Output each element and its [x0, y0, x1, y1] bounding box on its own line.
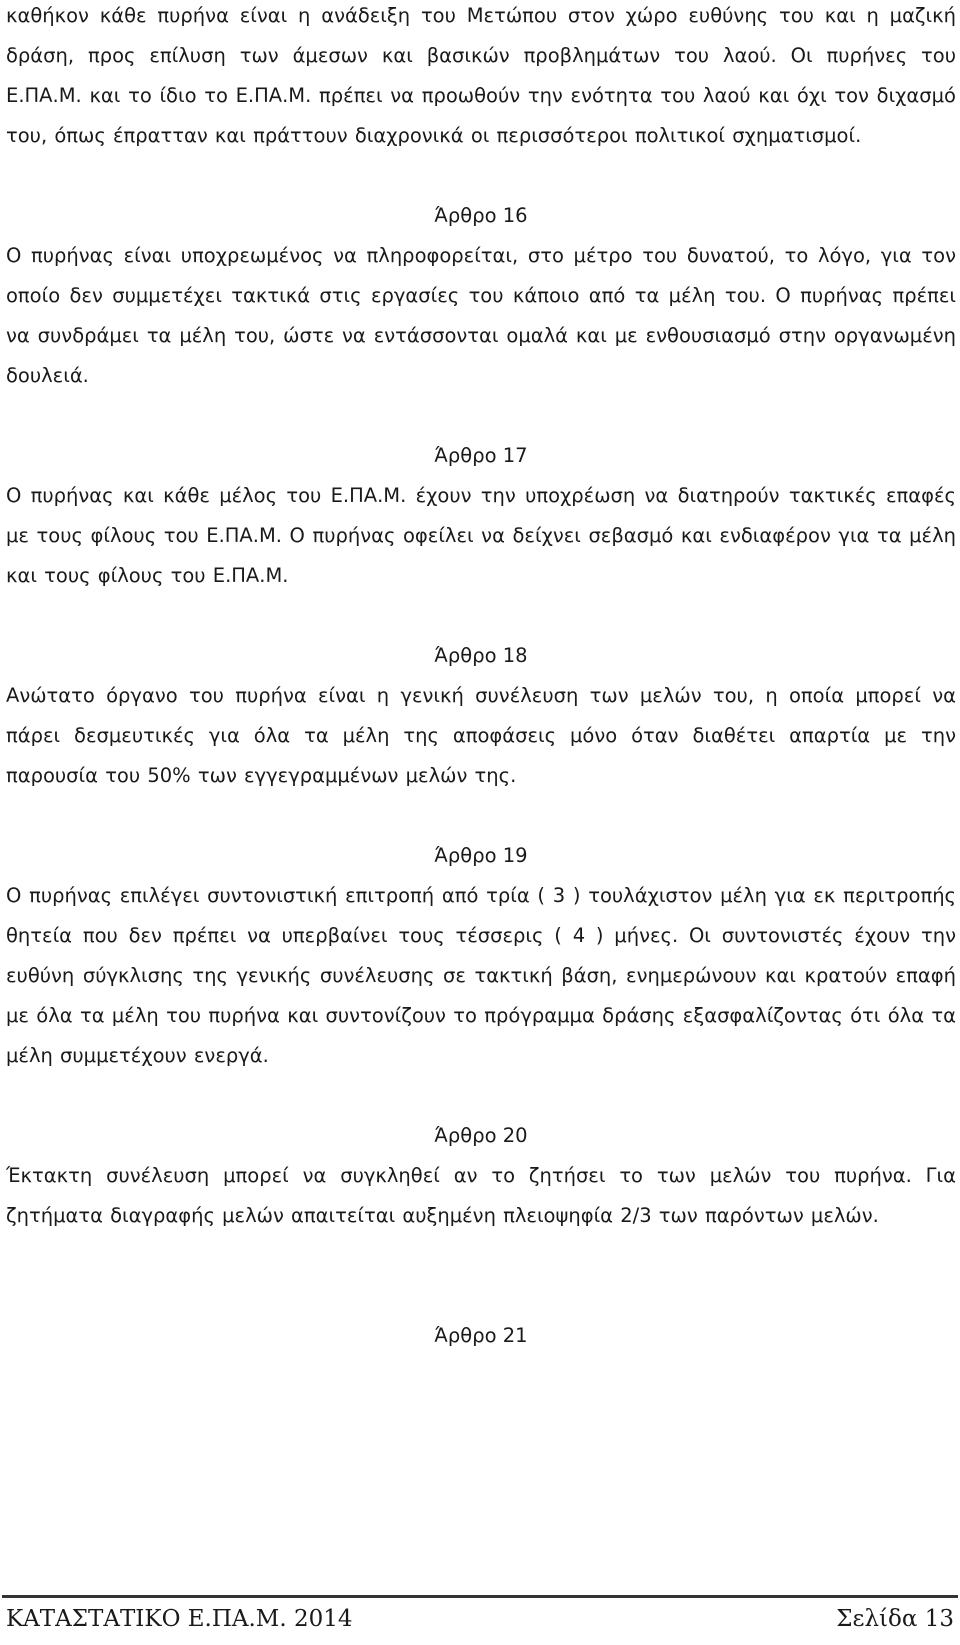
page-footer — [2, 1595, 958, 1636]
article-18-text: Ανώτατο όργανο του πυρήνα είναι η γενική συνέλευση των μελών του, η οποία μπορεί να πάρει δεσμευτικές για όλα τα μέλη της αποφάσεις μόνο όταν διαθέτει απαρτία με την παρουσία του 50% των εγγεγραμμένων μελών της. — [6, 684, 956, 787]
footer-document-title: ΚΑΤΑΣΤΑΤΙΚΟ Ε.ΠΑ.Μ. 2014 — [6, 1606, 353, 1632]
article-17-text: Ο πυρήνας και κάθε μέλος του Ε.ΠΑ.Μ. έχουν την υποχρέωση να διατηρούν τακτικές επαφές με τους φίλους του Ε.ΠΑ.Μ. Ο πυρήνας οφείλει να δείχνει σεβασμό και ενδιαφέρον για τα μέλη και τους φίλους του Ε.ΠΑ.Μ. — [6, 484, 956, 587]
document-page — [6, 0, 956, 1356]
article-20-text: Έκτακτη συνέλευση μπορεί να συγκληθεί αν το ζητήσει το των μελών του πυρήνα. Για ζητήματα διαγραφής μελών απαιτείται αυξημένη πλειοψηφία 2/3 των παρόντων μελών. — [6, 1164, 956, 1227]
article-16-text: Ο πυρήνας είναι υποχρεωμένος να πληροφορείται, στο μέτρο του δυνατού, το λόγο, για τον οποίο δεν συμμετέχει τακτικά στις εργασίες του κάποιο από τα μέλη του. Ο πυρήνας πρέπει να συνδράμει τα μέλη του, ώστε να εντάσσονται ομαλά και με ενθουσιασμό στην οργανωμένη δουλειά. — [6, 244, 956, 387]
article-19-text: Ο πυρήνας επιλέγει συντονιστική επιτροπή από τρία ( 3 ) τουλάχιστον μέλη για εκ περιτροπής θητεία που δεν πρέπει να υπερβαίνει τους τέσσερις ( 4 ) μήνες. Οι συντονιστές έχουν την ευθύνη σύγκλισης της γενικής συνέλευσης σε τακτική βάση, ενημερώνουν και κρατούν επαφή με όλα τα μέλη του πυρήνα και συντονίζουν το πρόγραμμα δράσης εξασφαλίζοντας ότι όλα τα μέλη συμμετέχουν ενεργά. — [6, 884, 956, 1067]
article-18-heading: Άρθρο 18 — [434, 644, 528, 667]
footer-page-number: Σελίδα 13 — [836, 1606, 954, 1632]
intro-paragraph: καθήκον κάθε πυρήνα είναι η ανάδειξη του Μετώπου στον χώρο ευθύνης του και η μαζική δράση, προς επίλυση των άμεσων και βασικών προβλημάτων του λαού. Οι πυρήνες του Ε.ΠΑ.Μ. και το ίδιο το Ε.ΠΑ.Μ. πρέπει να προωθούν την ενότητα του λαού και όχι τον διχασμό του, όπως έπρατταν και πράττουν διαχρονικά οι περισσότεροι πολιτικοί σχηματισμοί. — [6, 4, 956, 147]
article-20-heading: Άρθρο 20 — [434, 1124, 528, 1147]
article-19-heading: Άρθρο 19 — [434, 844, 528, 867]
article-16-heading: Άρθρο 16 — [434, 204, 528, 227]
article-17-heading: Άρθρο 17 — [434, 444, 528, 467]
article-21-heading: Άρθρο 21 — [434, 1324, 528, 1347]
